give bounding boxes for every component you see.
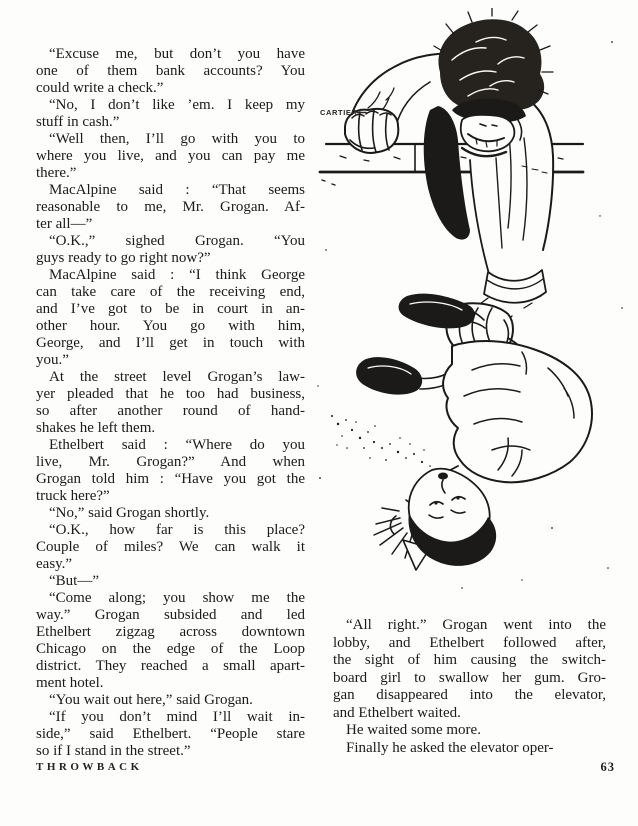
text-line: Couple of miles? We can walk it [36,539,305,555]
text-line: “O.K., how far is this place? [49,522,305,538]
paragraph [36,369,305,437]
paragraph [36,692,305,709]
text-line: George, and I’ll get in touch with [36,335,305,351]
text-line: guys ready to go right now?” [36,250,211,266]
text-line: side,” said Ethelbert. “People stare [36,726,305,742]
text-line: “Excuse me, but don’t you have [49,46,305,62]
text-line: “O.K.,” sighed Grogan. “You [49,233,305,249]
paragraph [333,617,606,722]
illustration [312,8,634,608]
paragraph [36,97,305,131]
text-line: MacAlpine said : “That seems [49,182,305,198]
text-line: board girl to swallow her gum. Gro- [333,669,606,686]
paragraph [333,722,606,740]
paragraph [333,740,606,758]
text-line: ment hotel. [36,675,104,691]
paragraph [36,182,305,233]
text-line: MacAlpine said : “I think George [49,267,305,283]
text-line: live, Mr. Grogan?” And when [36,454,305,470]
page-number: 63 [600,760,615,774]
artist-signature-text: CARTIER [320,108,358,117]
cartier-drawing [312,8,634,608]
paragraph [36,522,305,573]
paragraph [36,505,305,522]
text-line: there.” [36,165,77,181]
text-line: “All right.” Grogan went into the [346,617,606,633]
text-line: and Ethelbert waited. [333,704,461,721]
text-line: “Come along; you show me the [49,590,305,606]
text-line: Ethelbert zigzag across downtown [36,624,305,640]
left-text-column [36,46,305,760]
text-line: At the street level Grogan’s law- [49,369,305,385]
text-line: so after another round of hand- [36,403,305,419]
text-line: “You wait out here,” said Grogan. [49,692,253,708]
text-line: gan disappeared into the elevator, [333,687,606,703]
text-line: one of them bank accounts? You [36,63,305,79]
text-line: where you live, and you can pay me [36,148,305,164]
text-line: could write a check.” [36,80,164,96]
paragraph [36,131,305,182]
footer-running-title: THROWBACK [36,761,143,773]
text-line: other hour. You go with him, [36,318,305,334]
paragraph [36,46,305,97]
text-line: and I’ve got to be in court in an- [36,301,305,317]
right-text-column [333,617,606,757]
paragraph [36,267,305,369]
text-line: lobby, and Ethelbert followed after, [333,634,606,651]
paragraph [36,573,305,590]
text-line: “No,” said Grogan shortly. [49,505,210,521]
text-line: district. They reached a small apart- [36,658,305,674]
paragraph [36,590,305,692]
text-line: Ethelbert said : “Where do you [49,437,305,453]
text-line: can take care of the receiving end, [36,284,305,300]
shoe-upper [399,294,475,329]
text-line: Grogan told him : “Have you got the [36,471,305,487]
text-line: you.” [36,352,69,368]
paragraph [36,437,305,505]
text-line: “Well then, I’ll go with you to [49,131,305,147]
text-line: stuff in cash.” [36,114,120,130]
text-line: Finally he asked the elevator oper- [346,739,554,756]
text-line: shakes he left them. [36,420,156,436]
text-line: He waited some more. [346,722,481,738]
shoe-lower [356,357,422,394]
text-line: so if I stand in the street.” [36,743,191,759]
text-line: ter all—” [36,216,93,232]
text-line: Chicago on the edge of the Loop [36,641,305,657]
paragraph [36,233,305,267]
paragraph [36,709,305,760]
text-line: yer pleaded that he too had business, [36,386,305,402]
text-line: “But—” [49,573,99,589]
text-line: reasonable to me, Mr. Grogan. Af- [36,199,305,215]
text-line: “If you don’t mind I’ll wait in- [49,709,305,725]
gorilla-hair [438,19,544,110]
text-line: the sight of him causing the switch- [333,652,606,668]
text-line: easy.” [36,556,73,572]
text-line: truck here?” [36,488,110,504]
text-line: “No, I don’t like ’em. I keep my [49,97,305,113]
text-line: way.” Grogan subsided and led [36,607,305,623]
